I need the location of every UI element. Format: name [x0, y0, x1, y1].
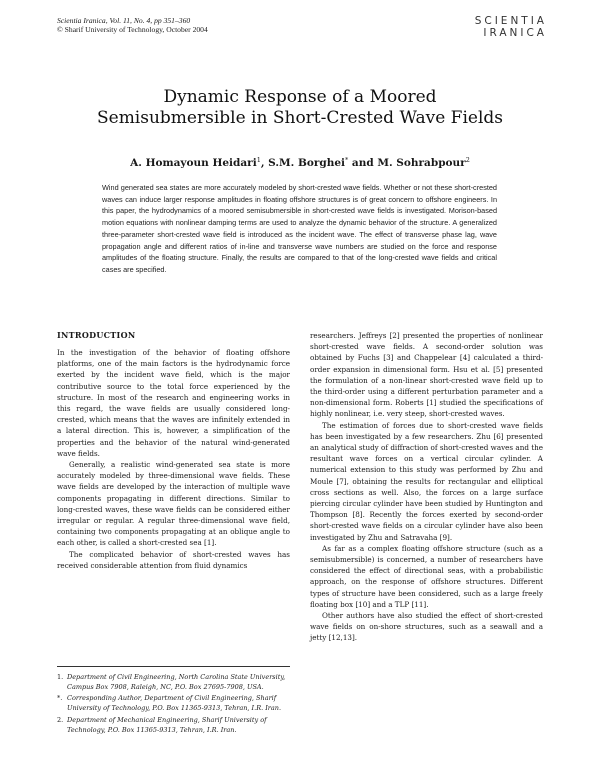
- footnote: [57, 694, 290, 713]
- footnote-mark: *.: [57, 694, 63, 703]
- author-affiliation-mark: *: [345, 156, 349, 164]
- copyright-notice: © Sharif University of Technology, October 2004: [57, 25, 208, 34]
- footnote-mark: 2.: [57, 715, 64, 724]
- footnote-mark: 1.: [57, 673, 64, 681]
- article-title-line1: Dynamic Response of a Moored: [163, 87, 437, 107]
- journal-logo-line1: SCIENTIA: [474, 15, 547, 27]
- author-name: A. Homayoun Heidari: [130, 157, 257, 169]
- author-name: S.M. Borghei: [268, 157, 346, 169]
- author-affiliation-mark: 1: [256, 156, 261, 164]
- body-paragraph: The estimation of forces due to short-crested wave fields has been investigated by a few researchers. Zhu [6] presented an analytical study of diffraction of short-crested waves and the resultant wave forces on a vertical circular cylinder. A numerical extension to this study was performed by Zhu and Moule [7], obtaining the results for rectangular and elliptical cross sections as well. Also, the forces on a large surface piercing circular cylinder have been studied by Huntington and Thompson [8]. Recently the forces exerted by second-order short-crested wave fields on a circular cylinder have also been investigated by Zhu and Satravaha [9].: [310, 420, 543, 542]
- body-paragraph: The complicated behavior of short-crested waves has received considerable attention from fluid dynamics: [57, 549, 290, 570]
- author-list: [60, 156, 540, 169]
- footnote-text: Corresponding Author, Department of Civil Engineering, Sharif University of Technology, P.O. Box 11365-9313, Tehran, I.R. Iran.: [67, 694, 282, 713]
- body-paragraph: Other authors have also studied the effect of short-crested wave fields on on-shore structures, such as a seawall and a jetty [12,13].: [310, 611, 543, 643]
- body-column-left: [57, 330, 290, 571]
- body-paragraph: researchers. Jeffreys [2] presented the properties of nonlinear short-crested wave fields. A second-order solution was obtained by Fuchs [3] and Chappelear [4] calculated a third-order expansion in dimensional form. Hsu et al. [5] presented the formulation of a non-linear short-crested wave field up to the third-order using a different perturbation parameter and a non-dimensional form. Roberts [1] studied the specifications of highly nonlinear, i.e. very steep, short-crested waves.: [310, 331, 543, 419]
- article-title-line2: Semisubmersible in Short-Crested Wave Fields: [96, 108, 504, 128]
- body-column-right: [310, 330, 543, 644]
- article-title: [60, 87, 540, 129]
- author-affiliation-mark: 2: [465, 156, 470, 164]
- journal-logo-line2: IRANICA: [483, 26, 547, 39]
- section-heading: INTRODUCTION: [57, 330, 136, 340]
- body-paragraph: As far as a complex floating offshore structure (such as a semisubmersible) is concerned, a number of researchers have considered the effect of directional seas, with a probabilistic approach, on the response of offshore structures. Different types of structure have been considered, such as a large freely floating box [10] and a TLP [11].: [310, 543, 543, 609]
- footnote-divider: [57, 666, 290, 667]
- footnote: [57, 716, 290, 735]
- author-name: M. Sohrabpour: [377, 157, 466, 169]
- body-paragraph: In the investigation of the behavior of floating offshore platforms, one of the main factors is the hydrodynamic force exerted by the incident wave field, which is the major contributive source to the total force experienced by the structure. In most of the research and engineering works in this regard, the wave fields are usually considered long-crested, which means that the waves are infinitely extended in a lateral direction. This is, however, a simplification of the properties and the behavior of the natural wind-generated wave fields.: [57, 348, 290, 458]
- masthead: [57, 16, 547, 46]
- journal-logo: [475, 16, 547, 39]
- author-conjunction: and: [348, 157, 378, 169]
- abstract: Wind generated sea states are more accurately modeled by short-crested wave fields. Whether or not these short-crested waves can induce larger response amplitudes in floating offshore structures is of great concern to offshore engineers. In this paper, the hydrodynamics of a moored semisubmersible in short-crested wave fields is investigated. Morison-based motion equations with nonlinear damping terms are used to analyze the dynamic behavior of the structure. A generalized three-parameter short-crested wave field is introduced as the incident wave. The effect of transverse phase lag, wave propagation angle and different ratios of in-line and transverse wave numbers are studied on the force and response amplitudes of the floating structure. Finally, the results are compared to that of the long-crested wave fields and critical cases are specified.: [102, 183, 497, 274]
- author-separator: ,: [260, 157, 269, 169]
- footnote-text: Department of Civil Engineering, North Carolina State University, Campus Box 7908, Raleigh, NC, P.O. Box 27695-7908, USA.: [67, 673, 286, 691]
- body-paragraph: Generally, a realistic wind-generated sea state is more accurately modeled by three-dimensional wave fields. These wave fields are developed by the interaction of multiple wave components propagating in different directions. Similar to long-crested waves, these wave fields can be considered either irregular or regular. A regular three-dimensional wave field, containing two components propagating at an oblique angle to each other, is called a short-crested sea [1].: [57, 460, 290, 548]
- footnote: [57, 673, 290, 692]
- journal-citation: Scientia Iranica, Vol. 11, No. 4, pp 351–360: [57, 16, 191, 25]
- footnotes: [57, 673, 290, 737]
- footnote-text: Department of Mechanical Engineering, Sharif University of Technology, P.O. Box 11365-9313, Tehran, I.R. Iran.: [67, 715, 267, 734]
